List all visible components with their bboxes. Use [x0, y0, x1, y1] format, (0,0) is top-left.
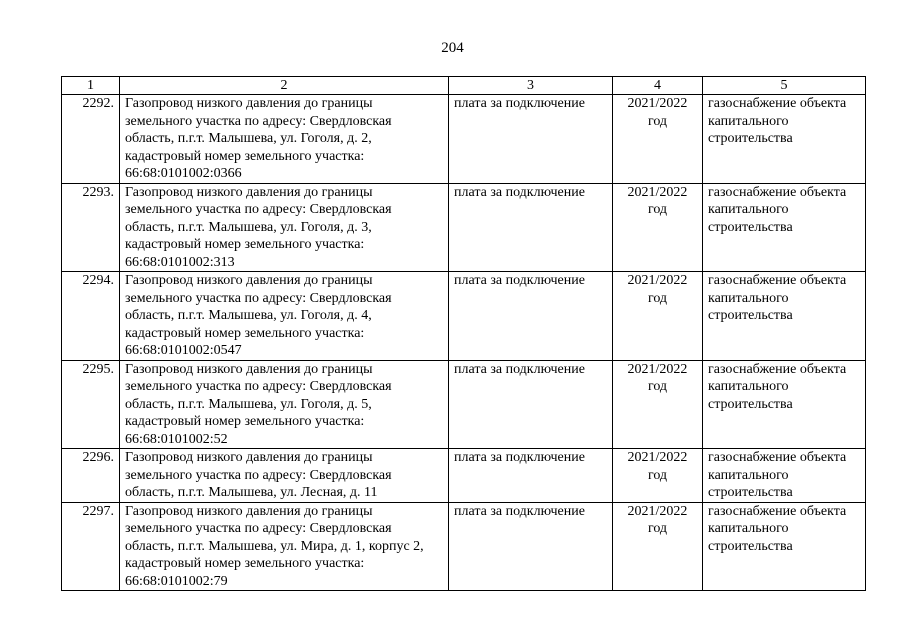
- period-cell: 2021/2022 год: [613, 95, 703, 184]
- payment-type-cell: плата за подключение: [449, 272, 613, 361]
- purpose-cell: газоснабжение объекта капитального строительства: [703, 502, 866, 591]
- object-description-cell: Газопровод низкого давления до границы земельного участка по адресу: Свердловская область, п.г.т. Малышева, ул. Гоголя, д. 4, кадастровый номер земельного участка: 66:68:0101002:0547: [120, 272, 449, 361]
- table-row: [62, 502, 866, 591]
- purpose-cell: газоснабжение объекта капитального строительства: [703, 360, 866, 449]
- table-row: [62, 449, 866, 503]
- payment-type-cell: плата за подключение: [449, 95, 613, 184]
- table-row: [62, 360, 866, 449]
- purpose-cell: газоснабжение объекта капитального строительства: [703, 449, 866, 503]
- payment-type-cell: плата за подключение: [449, 360, 613, 449]
- object-description-cell: Газопровод низкого давления до границы земельного участка по адресу: Свердловская область, п.г.т. Малышева, ул. Гоголя, д. 5, кадастровый номер земельного участка: 66:68:0101002:52: [120, 360, 449, 449]
- row-number-cell: 2294.: [62, 272, 120, 361]
- payment-type-cell: плата за подключение: [449, 502, 613, 591]
- object-description-cell: Газопровод низкого давления до границы земельного участка по адресу: Свердловская область, п.г.т. Малышева, ул. Лесная, д. 11: [120, 449, 449, 503]
- period-cell: 2021/2022 год: [613, 272, 703, 361]
- column-header-2: 2: [120, 77, 449, 95]
- column-header-3: 3: [449, 77, 613, 95]
- row-number-cell: 2295.: [62, 360, 120, 449]
- period-cell: 2021/2022 год: [613, 183, 703, 272]
- period-cell: 2021/2022 год: [613, 360, 703, 449]
- table-row: [62, 95, 866, 184]
- object-description-cell: Газопровод низкого давления до границы земельного участка по адресу: Свердловская область, п.г.т. Малышева, ул. Гоголя, д. 3, кадастровый номер земельного участка: 66:68:0101002:313: [120, 183, 449, 272]
- column-header-5: 5: [703, 77, 866, 95]
- column-header-1: 1: [62, 77, 120, 95]
- period-cell: 2021/2022 год: [613, 449, 703, 503]
- payment-type-cell: плата за подключение: [449, 449, 613, 503]
- row-number-cell: 2293.: [62, 183, 120, 272]
- table-header-row: [62, 77, 866, 95]
- table-row: [62, 183, 866, 272]
- data-table: [61, 76, 866, 591]
- payment-type-cell: плата за подключение: [449, 183, 613, 272]
- period-cell: 2021/2022 год: [613, 502, 703, 591]
- purpose-cell: газоснабжение объекта капитального строительства: [703, 272, 866, 361]
- object-description-cell: Газопровод низкого давления до границы земельного участка по адресу: Свердловская область, п.г.т. Малышева, ул. Мира, д. 1, корпус 2, кадастровый номер земельного участка: 66:68:0101002:79: [120, 502, 449, 591]
- table-row: [62, 272, 866, 361]
- row-number-cell: 2292.: [62, 95, 120, 184]
- purpose-cell: газоснабжение объекта капитального строительства: [703, 95, 866, 184]
- row-number-cell: 2297.: [62, 502, 120, 591]
- column-header-4: 4: [613, 77, 703, 95]
- page-number: 204: [441, 40, 464, 56]
- object-description-cell: Газопровод низкого давления до границы земельного участка по адресу: Свердловская область, п.г.т. Малышева, ул. Гоголя, д. 2, кадастровый номер земельного участка: 66:68:0101002:0366: [120, 95, 449, 184]
- purpose-cell: газоснабжение объекта капитального строительства: [703, 183, 866, 272]
- row-number-cell: 2296.: [62, 449, 120, 503]
